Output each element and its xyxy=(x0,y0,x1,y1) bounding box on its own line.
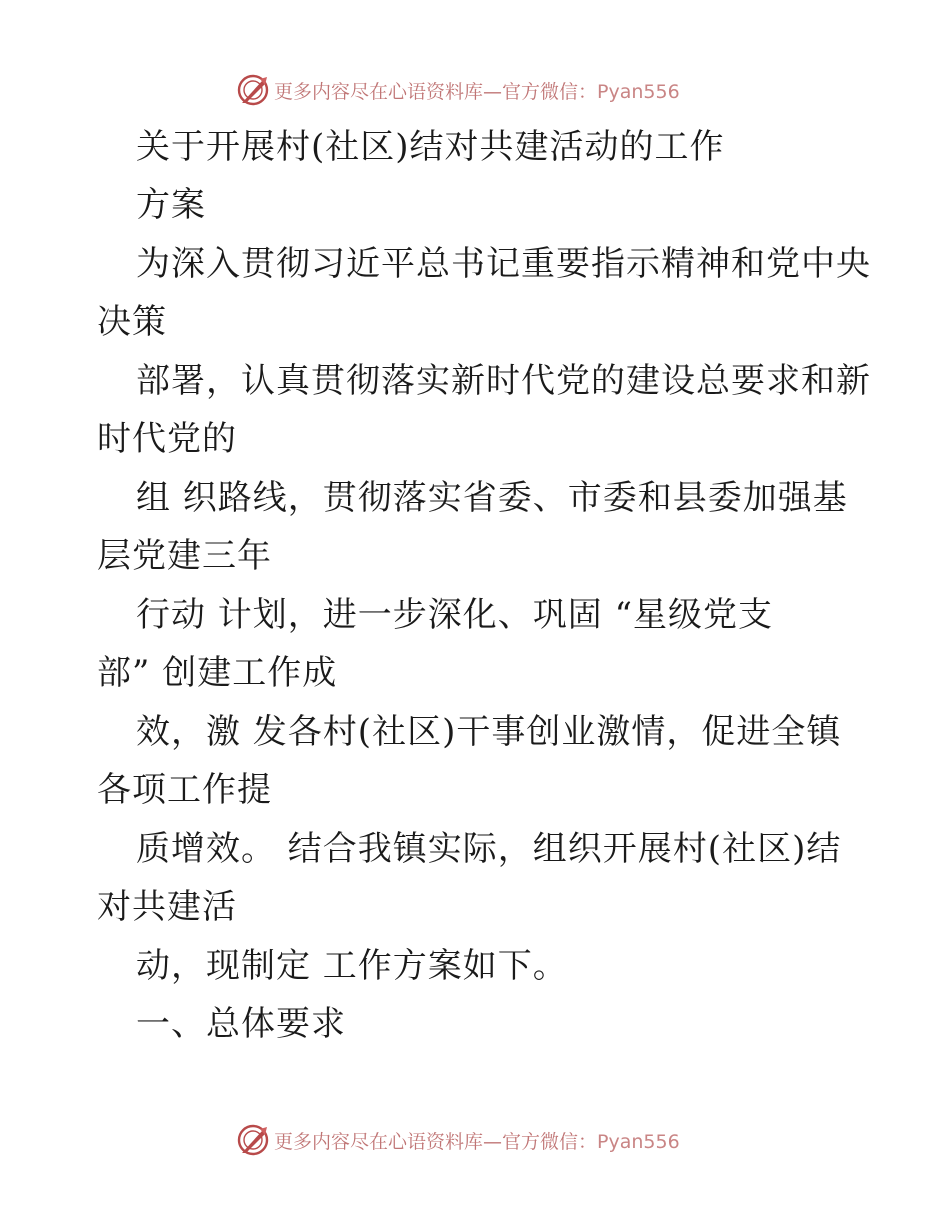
body-line: 质增效。 结合我镇实际，组织开展村(社区)结 xyxy=(136,829,842,869)
body-line: 行动 计划，进一步深化、巩固 “星级党支 xyxy=(136,595,773,635)
section-heading: 一、总体要求 xyxy=(136,1004,346,1044)
body-line: 效，激 发各村(社区)干事创业激情，促进全镇 xyxy=(136,712,842,752)
watermark-text: 更多内容尽在心语资料库—官方微信：Pyan556 xyxy=(274,1130,680,1153)
body-line: 层党建三年 xyxy=(97,536,272,576)
body-line: 对共建活 xyxy=(97,887,237,927)
body-line: 部署，认真贯彻落实新时代党的建设总要求和新 xyxy=(136,361,871,401)
body-line: 组 织路线，贯彻落实省委、市委和县委加强基 xyxy=(136,478,848,518)
watermark-footer xyxy=(236,1122,680,1158)
watermark-text: 更多内容尽在心语资料库—官方微信：Pyan556 xyxy=(274,80,680,103)
document-title-line-1: 关于开展村(社区)结对共建活动的工作 xyxy=(136,127,725,167)
quill-logo-icon xyxy=(236,1123,270,1157)
watermark-wechat-id: Pyan556 xyxy=(597,1130,680,1153)
body-line: 为深入贯彻习近平总书记重要指示精神和党中央 xyxy=(136,244,871,284)
body-line: 决策 xyxy=(97,302,167,342)
watermark-header xyxy=(236,72,680,108)
quill-logo-icon xyxy=(236,73,270,107)
document-title-line-2: 方案 xyxy=(136,185,206,225)
body-line: 部” 创建工作成 xyxy=(97,653,338,693)
watermark-wechat-id: Pyan556 xyxy=(597,80,680,103)
body-line: 各项工作提 xyxy=(97,770,272,810)
body-line: 时代党的 xyxy=(97,419,237,459)
body-line: 动，现制定 工作方案如下。 xyxy=(136,946,568,986)
